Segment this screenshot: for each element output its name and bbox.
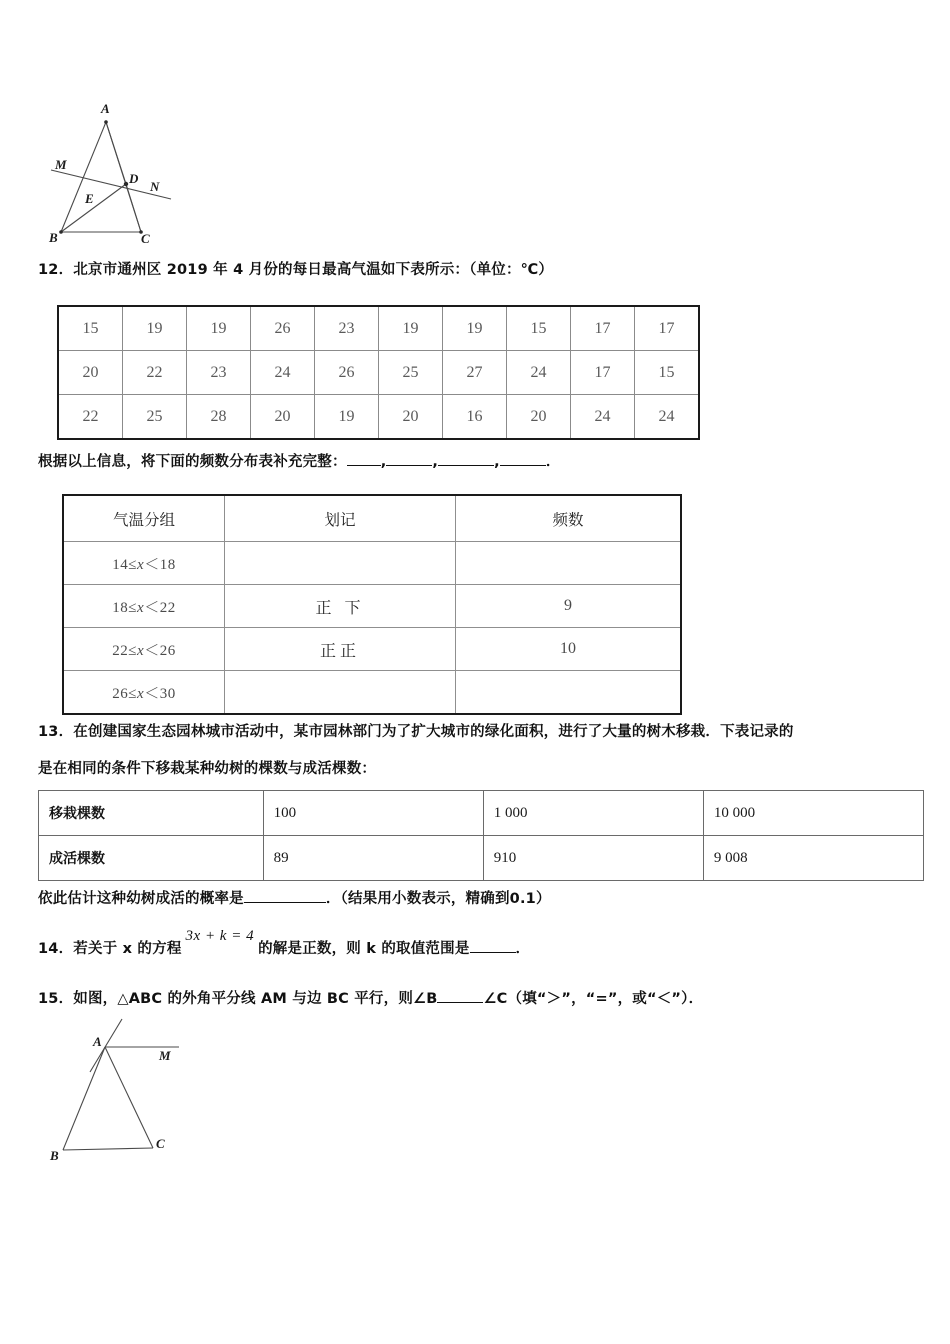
temp-cell: 17: [571, 351, 635, 395]
range-op-high: ＜: [144, 642, 160, 659]
survived-value: 89: [263, 836, 483, 881]
figure-1-label-m: M: [55, 157, 67, 172]
range-variable: x: [137, 556, 145, 573]
temp-cell: 16: [443, 395, 507, 440]
temperature-data-table: [57, 305, 700, 440]
frequency-distribution-table: [62, 494, 682, 715]
figure-2-label-c: C: [156, 1136, 165, 1151]
table-row: [63, 585, 681, 628]
temp-cell: 28: [187, 395, 251, 440]
conclusion-suffix: ．（结果用小数表示，精确到0.1）: [325, 891, 551, 907]
temp-cell: 23: [315, 306, 379, 351]
range-op-high: ＜: [144, 599, 160, 616]
question-14-prefix: 14．若关于 x 的方程: [38, 941, 182, 957]
table-row: [39, 836, 924, 881]
transplanted-value: 10 000: [703, 791, 923, 836]
range-op-low: ≤: [128, 685, 138, 702]
geometry-figure-triangle-abc-mn: [38, 96, 218, 256]
survived-value: 9 008: [703, 836, 923, 881]
table-row: [58, 351, 699, 395]
frequency-cell[interactable]: 9: [456, 585, 682, 628]
frequency-cell[interactable]: [456, 542, 682, 585]
row-label-survived: 成活棵数: [39, 836, 264, 881]
tally-cell[interactable]: [225, 671, 456, 715]
figure-1-label-a: A: [101, 101, 110, 116]
figure-1-label-n: N: [150, 179, 160, 194]
temp-cell: 17: [635, 306, 700, 351]
figure-2-label-b: B: [50, 1148, 59, 1163]
table-row: [63, 628, 681, 671]
range-op-high: ＜: [144, 685, 160, 702]
table-row: [39, 791, 924, 836]
range-high: 18: [159, 556, 176, 573]
column-header-group: 气温分组: [63, 495, 225, 542]
answer-blank[interactable]: [500, 453, 546, 466]
temp-cell: 19: [315, 395, 379, 440]
table-row: [63, 542, 681, 585]
temp-cell: 19: [379, 306, 443, 351]
temp-cell: 22: [58, 395, 123, 440]
answer-blank[interactable]: [438, 453, 494, 466]
temp-cell: 19: [187, 306, 251, 351]
range-high: 26: [159, 642, 176, 659]
figure-1-label-d: D: [129, 171, 139, 186]
temp-cell: 24: [507, 351, 571, 395]
answer-blank[interactable]: [437, 990, 483, 1003]
tally-cell[interactable]: 正 下: [225, 585, 456, 628]
temp-cell: 23: [187, 351, 251, 395]
column-header-tally: 划记: [225, 495, 456, 542]
conclusion-prefix: 依此估计这种幼树成活的概率是: [38, 891, 244, 907]
fill-instruction-suffix: ．: [545, 454, 561, 470]
answer-blank[interactable]: [244, 890, 326, 903]
range-op-low: ≤: [128, 599, 138, 616]
question-13-conclusion: [38, 887, 551, 908]
temp-cell: 20: [58, 351, 123, 395]
range-low: 22: [112, 642, 129, 659]
temp-cell: 20: [251, 395, 315, 440]
range-low: 26: [112, 685, 129, 702]
temp-cell: 15: [58, 306, 123, 351]
temp-cell: 20: [507, 395, 571, 440]
temp-cell: 24: [251, 351, 315, 395]
frequency-cell[interactable]: [456, 671, 682, 715]
figure-2-svg: [36, 1016, 236, 1186]
temp-cell: 27: [443, 351, 507, 395]
temp-cell: 19: [443, 306, 507, 351]
temp-cell: 15: [635, 351, 700, 395]
question-13-line-2: 是在相同的条件下移栽某种幼树的棵数与成活棵数：: [38, 761, 377, 777]
range-op-low: ≤: [128, 642, 138, 659]
range-high: 30: [159, 685, 176, 702]
table-row: [58, 395, 699, 440]
fill-instruction-prefix: 根据以上信息，将下面的频数分布表补充完整：: [38, 454, 347, 470]
range-variable: x: [137, 685, 145, 702]
range-cell: [63, 585, 225, 628]
transplanted-value: 100: [263, 791, 483, 836]
question-14-suffix: ．: [515, 941, 531, 957]
question-15-part-1: 15．如图，△ABC 的外角平分线 AM 与边 BC 平行，则∠B: [38, 991, 438, 1007]
geometry-figure-triangle-abc-am: [36, 1016, 236, 1186]
tally-cell[interactable]: [225, 542, 456, 585]
range-variable: x: [137, 642, 145, 659]
table-header-row: [63, 495, 681, 542]
temp-cell: 26: [315, 351, 379, 395]
temp-cell: 19: [123, 306, 187, 351]
question-15-text: [38, 987, 703, 1008]
figure-1-label-e: E: [85, 191, 94, 206]
temp-cell: 22: [123, 351, 187, 395]
question-13-line-1: 13．在创建国家生态园林城市活动中，某市园林部门为了扩大城市的绿化面积，进行了大量的树木移栽．下表记录的: [38, 724, 794, 740]
figure-1-svg: [38, 96, 218, 256]
temp-cell: 15: [507, 306, 571, 351]
range-op-low: ≤: [128, 556, 138, 573]
range-low: 18: [112, 599, 129, 616]
figure-1-label-c: C: [141, 231, 150, 246]
range-op-high: ＜: [144, 556, 160, 573]
question-14-equation: 3x + k = 4: [185, 928, 255, 944]
question-15-part-2: ∠C（填“＞”，“=”，或“＜”）．: [483, 991, 704, 1007]
answer-blank[interactable]: [347, 453, 381, 466]
figure-2-label-m: M: [159, 1048, 171, 1063]
frequency-cell[interactable]: 10: [456, 628, 682, 671]
figure-1-label-b: B: [49, 230, 58, 245]
table-row: [63, 671, 681, 715]
transplanted-value: 1 000: [483, 791, 703, 836]
temp-cell: 25: [123, 395, 187, 440]
answer-blank[interactable]: [470, 940, 516, 953]
range-cell: [63, 671, 225, 715]
table-row: [58, 306, 699, 351]
range-variable: x: [137, 599, 145, 616]
tally-cell[interactable]: 正正: [225, 628, 456, 671]
tree-survival-table: [38, 790, 924, 881]
question-12-text: 12．北京市通州区 2019 年 4 月份的每日最高气温如下表所示：（单位：℃）: [38, 262, 554, 278]
answer-blank[interactable]: [386, 453, 432, 466]
range-high: 22: [159, 599, 176, 616]
survived-value: 910: [483, 836, 703, 881]
temp-cell: 24: [635, 395, 700, 440]
figure-2-label-a: A: [93, 1034, 102, 1049]
temp-cell: 20: [379, 395, 443, 440]
row-label-transplanted: 移栽棵数: [39, 791, 264, 836]
range-cell: [63, 628, 225, 671]
temp-cell: 26: [251, 306, 315, 351]
temp-cell: 17: [571, 306, 635, 351]
question-14-middle: 的解是正数，则 k 的取值范围是: [258, 941, 470, 957]
range-low: 14: [112, 556, 129, 573]
range-cell: [63, 542, 225, 585]
question-12-fill-instruction: 根据以上信息，将下面的频数分布表补充完整： , , , ．: [38, 454, 561, 470]
temp-cell: 24: [571, 395, 635, 440]
temp-cell: 25: [379, 351, 443, 395]
question-14-text: [38, 928, 531, 958]
column-header-frequency: 频数: [456, 495, 682, 542]
